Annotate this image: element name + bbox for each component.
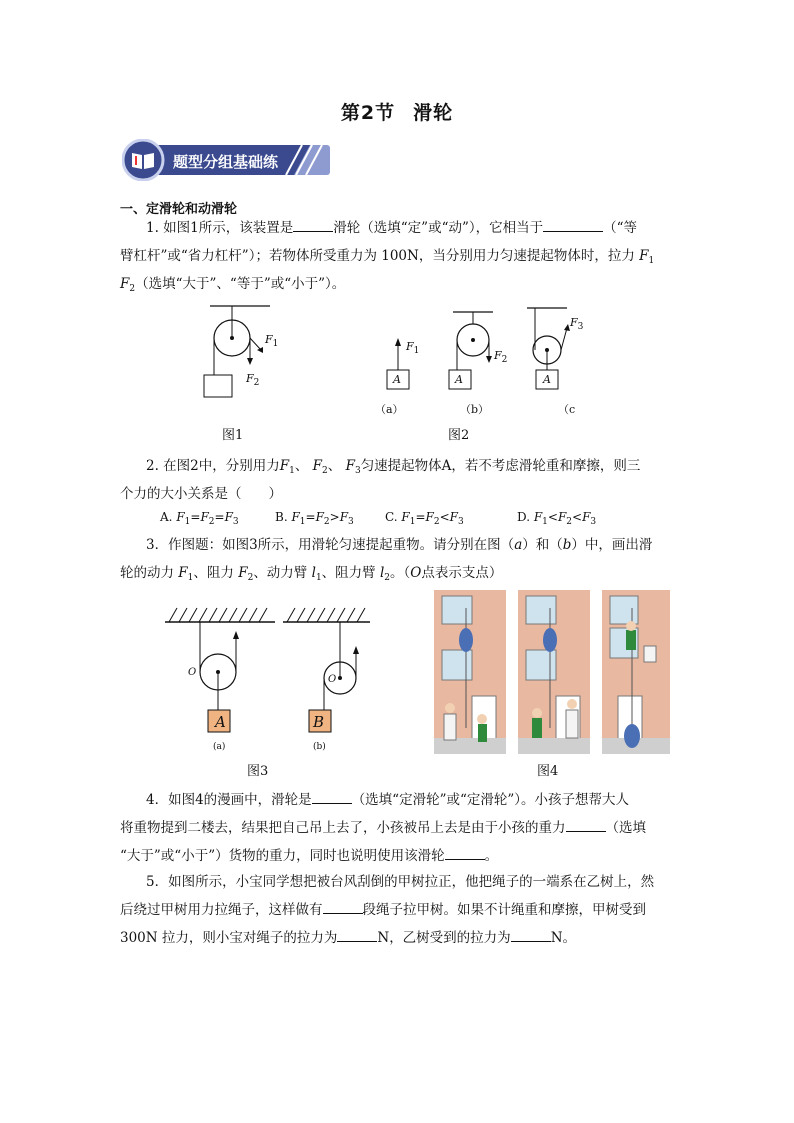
q5-blank-3[interactable] [511,927,551,942]
q3-text-2b: 、阻力 [193,565,234,581]
q2-opt-b-key: B. [275,510,288,524]
q1-text-e: （选填“大于”、“等于”或“小于”）。 [135,276,346,292]
q3-text-2d: 、阻力臂 [321,565,376,581]
q1-text-c: （“等 [603,220,638,236]
question-3-cont: 轮的动力 $F_1$、阻力 $F_2$、动力臂 $l_1$、阻力臂 $l_2$。（O点表示支点） [120,565,503,583]
q4-text-2b: （选填 [605,820,646,836]
fig1-f1-sub: 1 [272,339,279,349]
question-3 [146,532,691,558]
q4-text-3b: 。 [484,848,499,864]
fig1-f1-letter: F [265,333,273,346]
banner-label: 题型分组基础练 [173,153,279,171]
q3-b: b [562,537,572,553]
q2-option-c[interactable]: C. $F_1=F_2<F_3$ [385,510,464,527]
q5-blank-2[interactable] [337,927,377,942]
q2-option-d[interactable]: D. $F_1<F_2<F_3$ [517,510,597,527]
fig2-f1-letter: F [406,340,414,353]
fig2-obj-c: A [543,373,551,386]
fig2-f2-sub: 2 [501,355,508,365]
q2-text-1b: 匀速提起物体A，若不考虑滑轮重和摩擦，则三 [360,458,641,474]
fig3-o-a: O [188,667,197,678]
q4-blank-1[interactable] [312,789,352,804]
question-1-cont: 臂杠杆”或“省力杠杆”）；若物体所受重力为 100N，当分别用力匀速提起物体时，拉力 $F_1$ [120,248,655,266]
q3-a: a [514,537,523,553]
q5-text-3b: N，乙树受到的拉力为 [377,930,511,946]
question-1 [146,215,686,241]
q1-text-d: 臂杠杆”或“省力杠杆”）；若物体所受重力为 100N，当分别用力匀速提起物体时，拉力 [120,248,635,264]
fig2-f3-label [570,316,583,332]
question-1-cont2: $F_2$（选填“大于”、“等于”或“小于”）。 [120,276,346,294]
fig2-sub-c: （c [558,403,576,416]
question-2-cont [120,481,282,507]
question-5 [146,869,691,895]
comic-panel-1 [434,590,506,754]
figure-4-comic [432,588,672,756]
q3-text-1a: 3．作图题：如图3所示，用滑轮匀速提起重物。请分别在图（ [146,537,515,553]
fig2-f2-label [494,349,507,365]
fig2-sub-b: （b） [460,403,490,416]
fig2-sub-a: （a） [375,403,404,416]
q1-blank-2[interactable] [543,217,603,232]
q4-blank-2[interactable] [566,817,606,832]
q2-option-b[interactable]: B. $F_1=F_2>F_3$ [275,510,354,527]
q5-text-3c: N。 [550,930,576,946]
q1-text-a: 1. 如图1所示，该装置是 [146,220,294,236]
q3-text-2c: 、动力臂 [253,565,308,581]
figure-3 [165,600,385,760]
fig3-block-b-label: B [313,713,325,731]
comic-panel-3 [602,590,670,754]
fig3-caption: 图3 [247,764,269,779]
q5-text-2b: 段绳子拉甲树。如果不计绳重和摩擦，甲树受到 [362,902,646,918]
q1-text-b: 滑轮（选填“定”或“动”），它相当于 [333,220,544,236]
q4-text-1a: 4．如图4的漫画中，滑轮是 [146,792,312,808]
q2-text-2: 个力的大小关系是（ ） [120,486,282,502]
section-heading: 一、定滑轮和动滑轮 [120,202,238,217]
question-2: 2. 在图2中，分别用力$F_1$、 $F_2$、 $F_3$匀速提起物体A，若不考虑滑轮重和摩擦，则三 [146,458,641,476]
question-5-cont [120,897,690,923]
fig1-f2-sub: 2 [253,378,260,388]
q4-text-1b: （选填“定滑轮”或“定滑轮”）。小孩子想帮大人 [351,792,630,808]
comic-panel-2 [518,590,590,754]
question-4 [146,787,691,813]
q5-text-3a: 300N 拉力，则小宝对绳子的拉力为 [120,930,338,946]
q3-text-2e: 。（ [390,565,411,581]
fig2-caption: 图2 [448,428,470,443]
q5-text-2a: 后绕过甲树用力拉绳子，这样做有 [120,902,323,918]
q3-text-1c: ）中，画出滑 [571,537,653,553]
q3-text-2a: 轮的动力 [120,565,174,581]
fig3-sub-b: (b) [313,742,326,752]
fig2-f1-sub: 1 [413,346,420,356]
fig1-f2-label [246,372,259,388]
q2-opt-c-key: C. [385,510,398,524]
q3-text-1b: ）和（ [522,537,563,553]
fig2-f3-letter: F [570,316,578,329]
fig2-obj-a: A [393,373,401,386]
title-topic: 滑轮 [413,102,454,124]
title-section-number: 第2节 [340,102,396,124]
fig4-caption: 图4 [537,764,559,779]
fig3-block-a-label: A [215,713,226,731]
q3-text-2f: 点表示支点） [421,565,503,581]
fig3-sub-a: (a) [213,742,226,752]
fig3-o-b: O [328,674,337,685]
fig1-caption: 图1 [222,428,244,443]
fig1-f2-letter: F [246,372,254,385]
question-4-cont [120,815,690,841]
page-title [0,98,794,125]
q4-text-3a: “大于”或“小于”）货物的重力，同时也说明使用该滑轮 [120,848,445,864]
q2-options [160,510,680,530]
q2-option-a[interactable]: A. $F_1=F_2=F_3$ [160,510,239,527]
q2-text-1: 2. 在图2中，分别用力 [146,458,280,474]
figure-1 [195,300,305,410]
q2-opt-d-key: D. [517,510,531,524]
q4-text-2a: 将重物提到二楼去，结果把自己吊上去了，小孩被吊上去是由于小孩的重力 [120,820,566,836]
q5-text-1: 5．如图所示，小宝同学想把被台风刮倒的甲树拉正，他把绳子的一端系在乙树上，然 [146,874,655,890]
q4-blank-3[interactable] [445,845,485,860]
q2-opt-a-key: A. [160,510,173,524]
fig2-f3-sub: 3 [577,322,584,332]
fig2-obj-b: A [455,373,463,386]
question-4-cont2 [120,843,690,869]
q1-blank-1[interactable] [293,217,333,232]
q5-blank-1[interactable] [323,899,363,914]
question-5-cont2 [120,925,690,951]
fig1-f1-label [265,333,278,349]
fig2-f1-label [406,340,419,356]
q3-o: O [410,565,422,581]
fig2-f2-letter: F [494,349,502,362]
